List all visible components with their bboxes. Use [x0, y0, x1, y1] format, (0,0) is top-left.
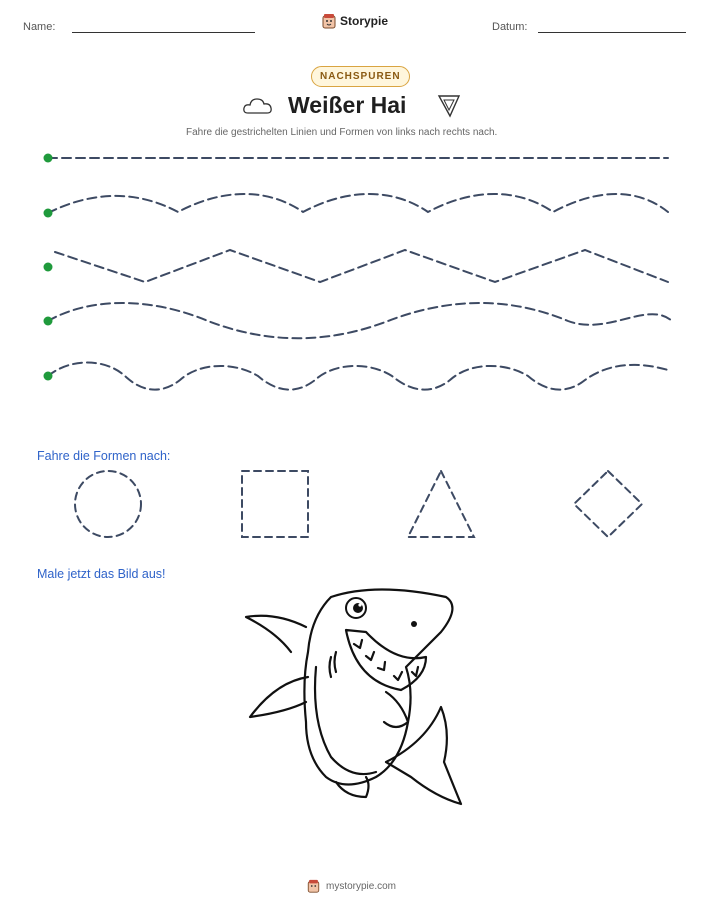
name-label: Name:	[23, 21, 56, 33]
coloring-heading: Male jetzt das Bild aus!	[37, 567, 166, 581]
tracing-line-wave-1	[48, 194, 668, 213]
start-dot	[44, 372, 53, 381]
date-label: Datum:	[492, 21, 528, 33]
tracing-line-wave-2	[48, 303, 672, 338]
shark-coloring-image	[236, 572, 472, 816]
tracing-line-zigzag	[55, 250, 668, 282]
shape-square	[242, 471, 308, 537]
tracing-line-wave-3	[48, 363, 668, 390]
start-dot	[44, 209, 53, 218]
instructions: Fahre die gestrichelten Linien und Formen von links nach rechts nach.	[186, 127, 498, 138]
footer-site[interactable]: mystorypie.com	[326, 880, 397, 892]
activity-badge: NACHSPUREN	[311, 66, 410, 87]
footer	[307, 879, 396, 893]
shape-circle	[75, 471, 141, 537]
shape-diamond	[574, 471, 642, 537]
shape-triangle	[408, 471, 474, 537]
shapes-row	[0, 460, 709, 550]
storypie-logo-icon	[307, 879, 320, 893]
brand-name: Storypie	[340, 14, 389, 28]
start-dot	[44, 263, 53, 272]
shapes-heading: Fahre die Formen nach:	[37, 449, 171, 463]
start-dot	[44, 154, 53, 163]
tracing-area	[0, 0, 709, 420]
start-dot	[44, 317, 53, 326]
page-title: Weißer Hai	[288, 92, 407, 118]
